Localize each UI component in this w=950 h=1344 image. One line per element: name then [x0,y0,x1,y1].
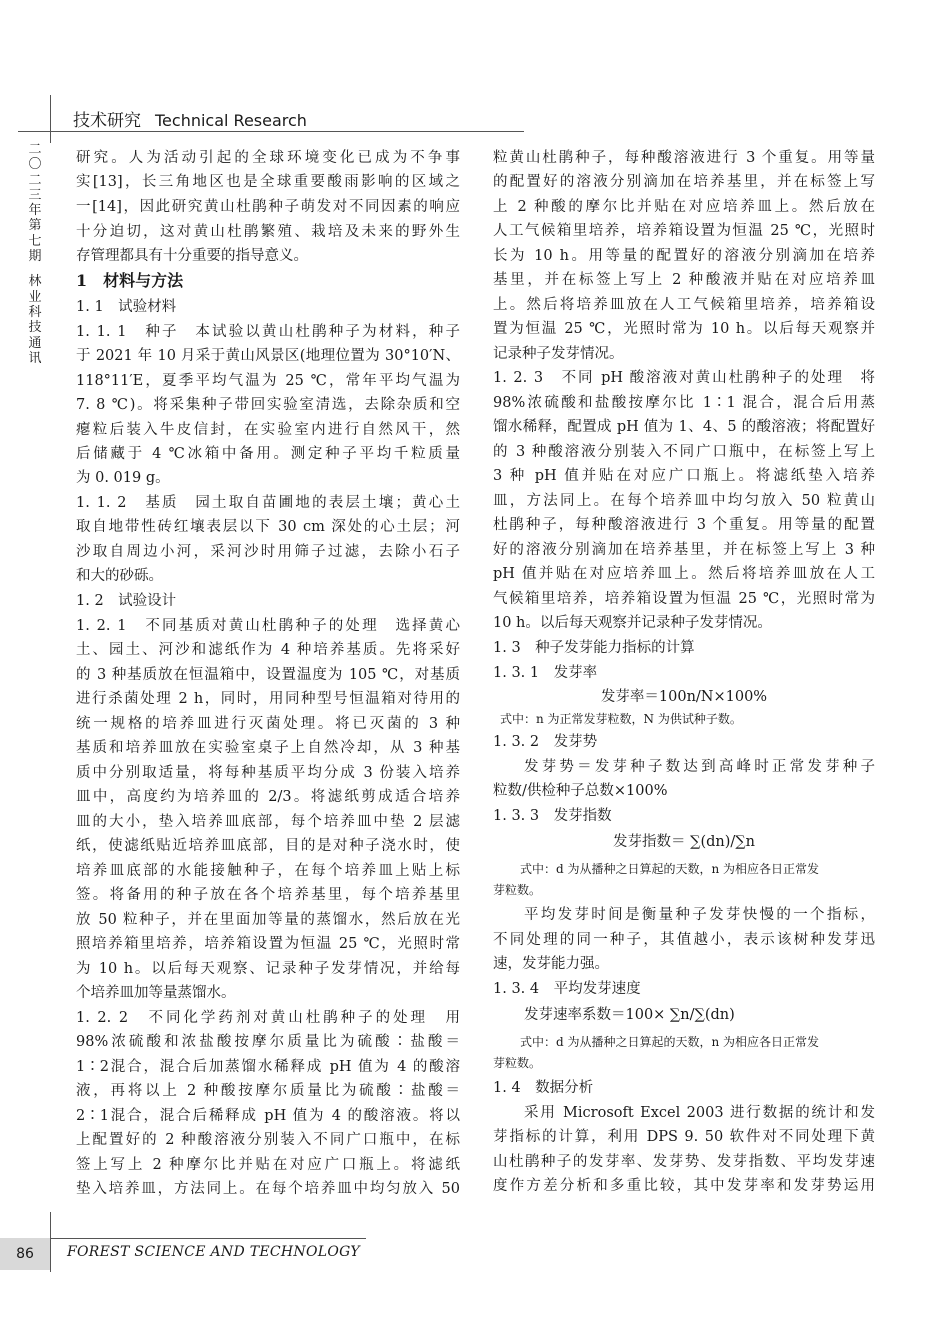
text-line: 7. 8 ℃)。将采集种子带回实验室清选，去除杂质和空 [76,397,460,413]
text-line: 置为恒温 25 ℃，光照时常为 10 h。以后每天观察并 [493,321,875,337]
text-line: 山杜鹃种子的发芽率、发芽势、发芽指数、平均发芽速 [493,1154,875,1170]
side-journal: 林业科技通讯 [28,274,42,366]
formula-note: 式中：d 为从播种之日算起的天数，n 为相应各日正常发 [520,862,820,876]
text-line: 为 0. 019 g。 [76,470,170,486]
text-line: 十分迫切，这对黄山杜鹃繁殖、栽培及未来的野外生 [76,224,460,240]
text-line: 液，再将以上 2 种酸按摩尔质量比为硫酸∶盐酸＝ [76,1083,460,1099]
text-line: 取自地带性砖红壤表层以下 30 cm 深处的心土层；河 [76,519,460,535]
text-line: 为 10 h。以后每天观察、记录种子发芽情况，并给每 [76,961,460,977]
text-line: 个培养皿加等量蒸馏水。 [76,985,236,1001]
text-line: 1. 2. 3 不同 pH 酸溶液对黄山杜鹃种子的处理 将 [493,370,875,386]
text-line: 人工气候箱里培养，培养箱设置为恒温 25 ℃，光照时 [493,223,875,239]
formula-note-cont: 芽粒数。 [493,1056,542,1070]
text-line: 皿的大小，垫入培养皿底部，每个培养皿中垫 2 层滤 [76,814,460,830]
text-line: 98%浓硫酸和盐酸按摩尔比 1∶1 混合，混合后用蒸 [493,395,875,411]
text-line: 和大的砂砾。 [76,568,163,584]
text-line: 土、园土、河沙和滤纸作为 4 种培养基质。先将采好 [76,642,460,658]
text-line: 一[14]，因此研究黄山杜鹃种子萌发对不同因素的响应 [76,199,460,215]
subsection-heading: 1. 3 种子发芽能力指标的计算 [493,640,695,656]
side-caption [26,142,44,366]
formula-germination-rate: 发芽率＝100n/N×100% [600,689,768,705]
subsubsection-heading: 1. 3. 3 发芽指数 [493,808,612,824]
text-line: 研究。人为活动引起的全球环境变化已成为不争事 [76,150,460,166]
text-line: 98%浓硫酸和浓盐酸按摩尔质量比为硫酸∶盐酸＝ [76,1034,460,1050]
text-line: 不同处理的同一种子，其值越小，表示该树种发芽迅 [493,932,875,948]
formula-note-cont: 芽粒数。 [493,883,542,897]
footer-rule [50,1238,366,1239]
text-line: 1. 2. 2 不同化学药剂对黄山杜鹃种子的处理 用 [76,1010,460,1026]
text-line: 于 2021 年 10 月采于黄山风景区(地理位置为 30°10′N、 [76,348,460,364]
text-line: 后储藏于 4 ℃冰箱中备用。测定种子平均千粒质量 [76,446,460,462]
text-line: 进行杀菌处理 2 h，同时，用同种型号恒温箱对待用的 [76,691,460,707]
text-line: 上。然后将培养皿放在人工气候箱里培养，培养箱设 [493,297,875,313]
header-title-cn: 技术研究 [73,111,141,131]
text-line: 照培养箱里培养，培养箱设置为恒温 25 ℃，光照时常 [76,936,460,952]
text-line: 的 3 种基质放在恒温箱中，设置温度为 105 ℃，对基质 [76,667,460,683]
subsubsection-heading: 1. 3. 4 平均发芽速度 [493,981,641,997]
header-left-rule [50,95,51,143]
text-line: 馏水稀释，配置成 pH 值为 1、4、5 的酸溶液；将配置好 [493,419,875,435]
footer-journal-title: FOREST SCIENCE AND TECHNOLOGY [67,1244,360,1260]
text-line: 质中分别取适量，将每种基质平均分成 3 份装入培养 [76,765,460,781]
text-line: 纸，使滤纸贴近培养皿底部，目的是对种子浇水时，使 [76,838,460,854]
text-line: 气候箱里培养，培养箱设置为恒温 25 ℃，光照时常为 [493,591,875,607]
formula-germination-energy: 发芽势＝发芽种子数达到高峰时正常发芽种子 [524,759,875,775]
text-line: 沙取自周边小河，采河沙时用筛子过滤，去除小石子 [76,544,460,560]
text-line: 度作方差分析和多重比较，其中发芽率和发芽势运用 [493,1178,875,1194]
text-line: 存管理都具有十分重要的指导意义。 [76,248,308,264]
text-line: 基质和培养皿放在实验室桌子上自然冷却，从 3 种基 [76,740,460,756]
subsection-heading: 1. 4 数据分析 [493,1080,594,1096]
text-line: 的配置好的溶液分别滴加在培养基里，并在标签上写 [493,174,875,190]
page-number: 86 [0,1238,50,1270]
text-line: 上 2 种酸的摩尔比并贴在对应培养皿上。然后放在 [493,199,875,215]
text-line: 芽指标的计算，利用 DPS 9. 50 软件对不同处理下黄 [493,1129,875,1145]
text-line: 2∶1混合，混合后稀释成 pH 值为 4 的酸溶液。将以 [76,1108,460,1124]
text-line: 1∶2混合，混合后加蒸馏水稀释成 pH 值为 4 的酸溶 [76,1059,460,1075]
formula-germination-energy-cont: 粒数/供检种子总数×100% [493,783,668,799]
text-line: 采用 Microsoft Excel 2003 进行数据的统计和发 [524,1105,875,1121]
formula-germination-speed: 发芽速率系数＝100× ∑n/∑(dn) [524,1007,735,1023]
text-line: 记录种子发芽情况。 [493,346,624,362]
text-line: 长为 10 h。用等量的配置好的溶液分别滴加在培养 [493,248,875,264]
text-line: 瘪粒后装入牛皮信封，在实验室内进行自然风干，然 [76,422,460,438]
formula-note: 式中：d 为从播种之日算起的天数，n 为相应各日正常发 [520,1035,820,1049]
text-line: 实[13]，长三角地区也是全球重要酸雨影响的区域之 [76,174,460,190]
subsubsection-heading: 1. 3. 2 发芽势 [493,734,598,750]
text-line: 签上写上 2 种摩尔比并贴在对应广口瓶上。将滤纸 [76,1157,460,1173]
text-line: 签。将备用的种子放在各个培养基里，每个培养基里 [76,887,460,903]
formula-germination-index: 发芽指数＝ ∑(dn)/∑n [613,834,755,850]
text-line: 好的溶液分别滴加在培养基里，并在标签上写上 3 种 [493,542,875,558]
text-line: 1. 1. 1 种子 本试验以黄山杜鹃种子为材料，种子 [76,324,460,340]
text-line: 平均发芽时间是衡量种子发芽快慢的一个指标， [524,907,875,923]
text-line: 速，发芽能力强。 [493,956,609,972]
text-line: 放 50 粒种子，并在里面加等量的蒸馏水，然后放在光 [76,912,460,928]
text-line: 1. 2. 1 不同基质对黄山杜鹃种子的处理 选择黄心 [76,618,460,634]
footer-left-rule [50,1212,51,1272]
text-line: 粒黄山杜鹃种子，每种酸溶液进行 3 个重复。用等量 [493,150,875,166]
text-line: 统一规格的培养皿进行灭菌处理。将已灭菌的 3 种 [76,716,460,732]
header-rule [18,131,524,132]
subsection-heading: 1. 1 试验材料 [76,299,177,315]
text-line: 皿，方法同上。在每个培养皿中均匀放入 50 粒黄山 [493,493,875,509]
subsection-heading: 1. 2 试验设计 [76,593,177,609]
text-line: 1. 1. 2 基质 园土取自苗圃地的表层土壤；黄心土 [76,495,460,511]
text-line: 皿中，高度约为培养皿的 2/3。将滤纸剪成适合培养 [76,789,460,805]
subsubsection-heading: 1. 3. 1 发芽率 [493,665,598,681]
header-title-en: Technical Research [155,111,307,130]
section-heading: 1 材料与方法 [76,271,184,290]
text-line: 3 种 pH 值并贴在对应广口瓶上。将滤纸垫入培养 [493,468,875,484]
text-line: 垫入培养皿，方法同上。在每个培养皿中均匀放入 50 [76,1181,460,1197]
text-line: 的 3 种酸溶液分别装入不同广口瓶中，在标签上写上 [493,444,875,460]
text-line: 118°11′E，夏季平均气温为 25 ℃，常年平均气温为 [76,373,460,389]
text-line: pH 值并贴在对应培养皿上。然后将培养皿放在人工 [493,566,875,582]
text-line: 10 h。以后每天观察并记录种子发芽情况。 [493,615,772,631]
running-header [73,106,307,131]
text-line: 杜鹃种子，每种酸溶液进行 3 个重复。用等量的配置 [493,517,875,533]
side-issue: 二〇二三年第七期 [28,142,42,265]
text-line: 基里，并在标签上写上 2 种酸液并贴在对应培养皿 [493,272,875,288]
text-line: 培养皿底部的水能接触种子，在每个培养皿上贴上标 [76,863,460,879]
formula-note: 式中：n 为正常发芽粒数，N 为供试种子数。 [500,712,742,726]
text-line: 上配置好的 2 种酸溶液分别装入不同广口瓶中，在标 [76,1132,460,1148]
